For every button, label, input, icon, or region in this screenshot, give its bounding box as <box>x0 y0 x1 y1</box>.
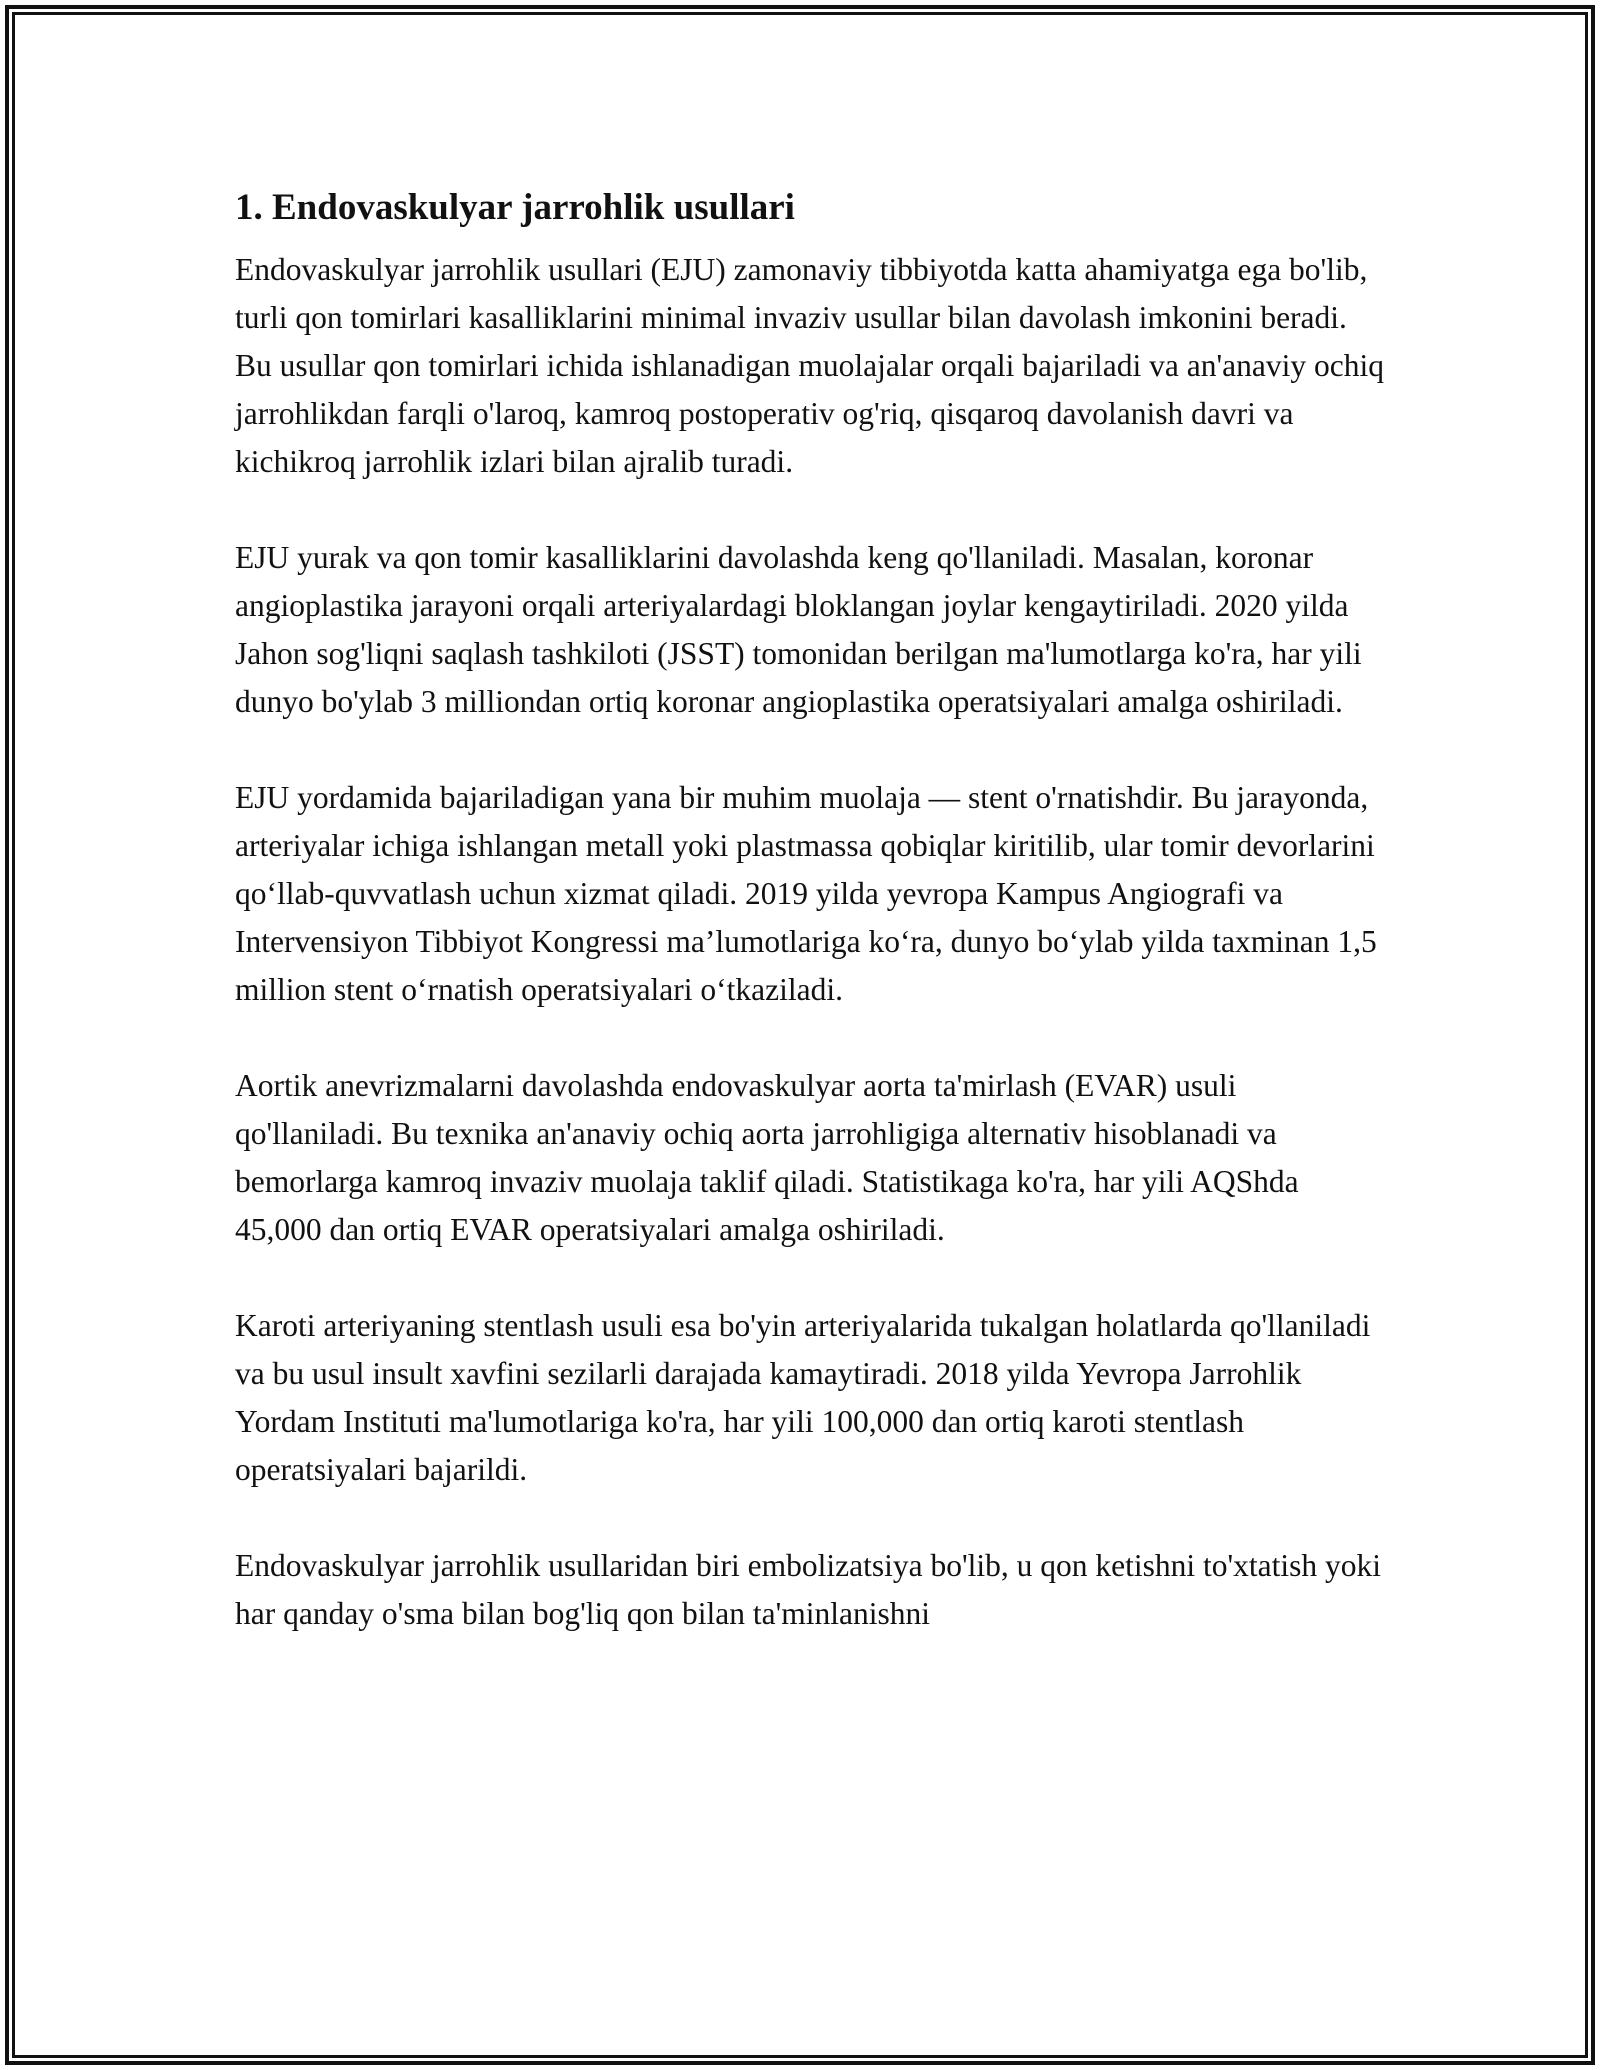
paragraph-intro: Endovaskulyar jarrohlik usullari (EJU) zamonaviy tibbiyotda katta ahamiyatga ega bo'lib, turli qon tomirlari kasalliklarini minimal invaziv usullar bilan davolash imkonini beradi. Bu usullar qon tomirlari ichida ishlanadigan muolajalar orqali bajariladi va an'anaviy ochiq jarrohlikdan farqli o'laroq, kamroq postoperativ og'riq, qisqaroq davolanish davri va kichikroq jarrohlik izlari bilan ajralib turadi. <box>235 252 1384 480</box>
paragraph-carotid-stenting: Karoti arteriyaning stentlash usuli esa bo'yin arteriyalarida tukalgan holatlarda qo'llaniladi va bu usul insult xavfini sezilarli darajada kamaytiradi. 2018 yilda Yevropa Jarrohlik Yordam Instituti ma'lumotlariga ko'ra, har yili 100,000 dan ortiq karoti stentlash operatsiyalari bajarildi. <box>235 1308 1371 1488</box>
paragraph-coronary-angioplasty: EJU yurak va qon tomir kasalliklarini davolashda keng qo'llaniladi. Masalan, koronar angioplastika jarayoni orqali arteriyalardagi bloklangan joylar kengaytiriladi. 2020 yilda Jahon sog'liqni saqlash tashkiloti (JSST) tomonidan berilgan ma'lumotlarga ko'ra, har yili dunyo bo'ylab 3 milliondan ortiq koronar angioplastika operatsiyalari amalga oshiriladi. <box>235 540 1362 720</box>
document-body <box>235 186 1385 1638</box>
paragraph-stent: EJU yordamida bajariladigan yana bir muhim muolaja — stent o'rnatishdir. Bu jarayonda, arteriyalar ichiga ishlangan metall yoki plastmassa qobiqlar kiritilib, ular tomir devorlarini qo‘llab-quvvatlash uchun xizmat qiladi. 2019 yilda yevropa Kampus Angiografi va Intervensiyon Tibbiyot Kongressi ma’lumotlariga ko‘ra, dunyo bo‘ylab yilda taxminan 1,5 million stent o‘rnatish operatsiyalari o‘tkaziladi. <box>235 780 1377 1008</box>
paragraph-embolization: Endovaskulyar jarrohlik usullaridan biri embolizatsiya bo'lib, u qon ketishni to'xtatish yoki har qanday o'sma bilan bog'liq qon bilan ta'minlanishni <box>235 1548 1382 1632</box>
section-heading: 1. Endovaskulyar jarrohlik usullari <box>235 187 795 228</box>
paragraph-evar: Aortik anevrizmalarni davolashda endovaskulyar aorta ta'mirlash (EVAR) usuli qo'llaniladi. Bu texnika an'anaviy ochiq aorta jarrohligiga alternativ hisoblanadi va bemorlarga kamroq invaziv muolaja taklif qiladi. Statistikaga ko'ra, har yili AQShda 45,000 dan ortiq EVAR operatsiyalari amalga oshiriladi. <box>235 1068 1299 1248</box>
